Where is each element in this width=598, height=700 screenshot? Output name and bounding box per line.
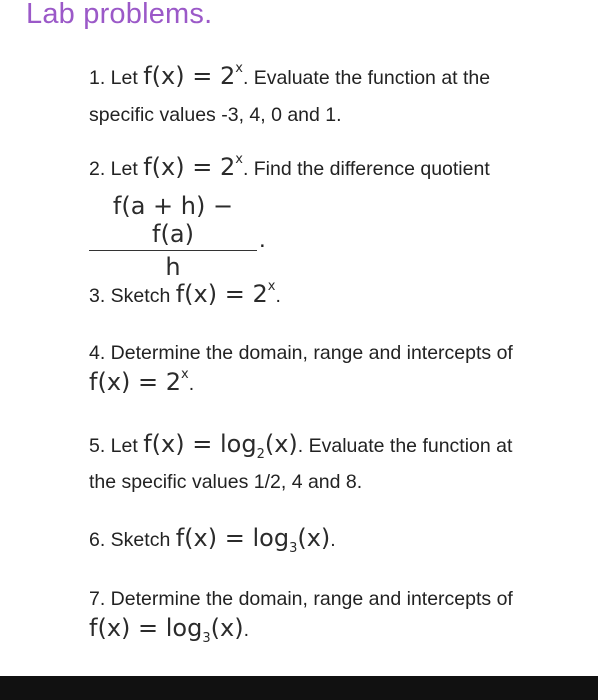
problem-2-formula: $f(x) = 2^x$ (143, 152, 243, 181)
fraction-numerator: f(a + h) − f(a) (89, 192, 257, 251)
problem-7-line-2: $f(x) = \log_3(x)$. (89, 614, 249, 646)
problem-3-lead: 3. Sketch (89, 285, 171, 307)
problem-1-line-1 (89, 62, 490, 90)
problem-1-lead: 1. Let (89, 67, 138, 89)
problem-7-line-1: 7. Determine the domain, range and intercepts of (89, 588, 513, 610)
bottom-bar (0, 676, 598, 700)
problem-5-text: . Evaluate the function at (297, 435, 513, 457)
problem-6-formula: $f(x) = \log_3(x)$ (175, 524, 331, 556)
problem-3-formula: $f(x) = 2^x$ (175, 279, 276, 308)
problem-1-formula: $f(x) = 2^x$ (143, 61, 243, 90)
problem-2-text: . Find the difference quotient (242, 158, 490, 180)
problem-5-lead: 5. Let (89, 435, 138, 457)
problem-1-line-2: specific values -3, 4, 0 and 1. (89, 104, 342, 126)
problem-1-text: . Evaluate the function at the (242, 67, 491, 89)
problem-5-formula: $f(x) = \log_2(x)$ (143, 430, 298, 462)
problem-2-lead: 2. Let (89, 158, 138, 180)
problem-5-line-2: the specific values 1/2, 4 and 8. (89, 471, 363, 493)
problem-4-line-1: 4. Determine the domain, range and intercepts of (89, 342, 513, 364)
difference-quotient (89, 192, 257, 281)
problem-6-line-1: 6. Sketch $f(x) = \log_3(x)$. (89, 524, 336, 556)
problem-2-period: . (259, 226, 266, 253)
problem-4-formula: $f(x) = 2^x$ (89, 367, 189, 396)
problem-3-line-1: 3. Sketch $f(x) = 2^x$. (89, 279, 281, 308)
page-title: Lab problems. (26, 0, 213, 30)
problem-5-line-1 (89, 430, 513, 462)
problem-7-formula: $f(x) = \log_3(x)$ (89, 614, 244, 646)
problem-6-lead: 6. Sketch (89, 529, 171, 551)
problem-2-line-1 (89, 153, 490, 181)
fraction-denominator: h (165, 253, 181, 281)
problem-4-line-2: $f(x) = 2^x$. (89, 367, 195, 396)
